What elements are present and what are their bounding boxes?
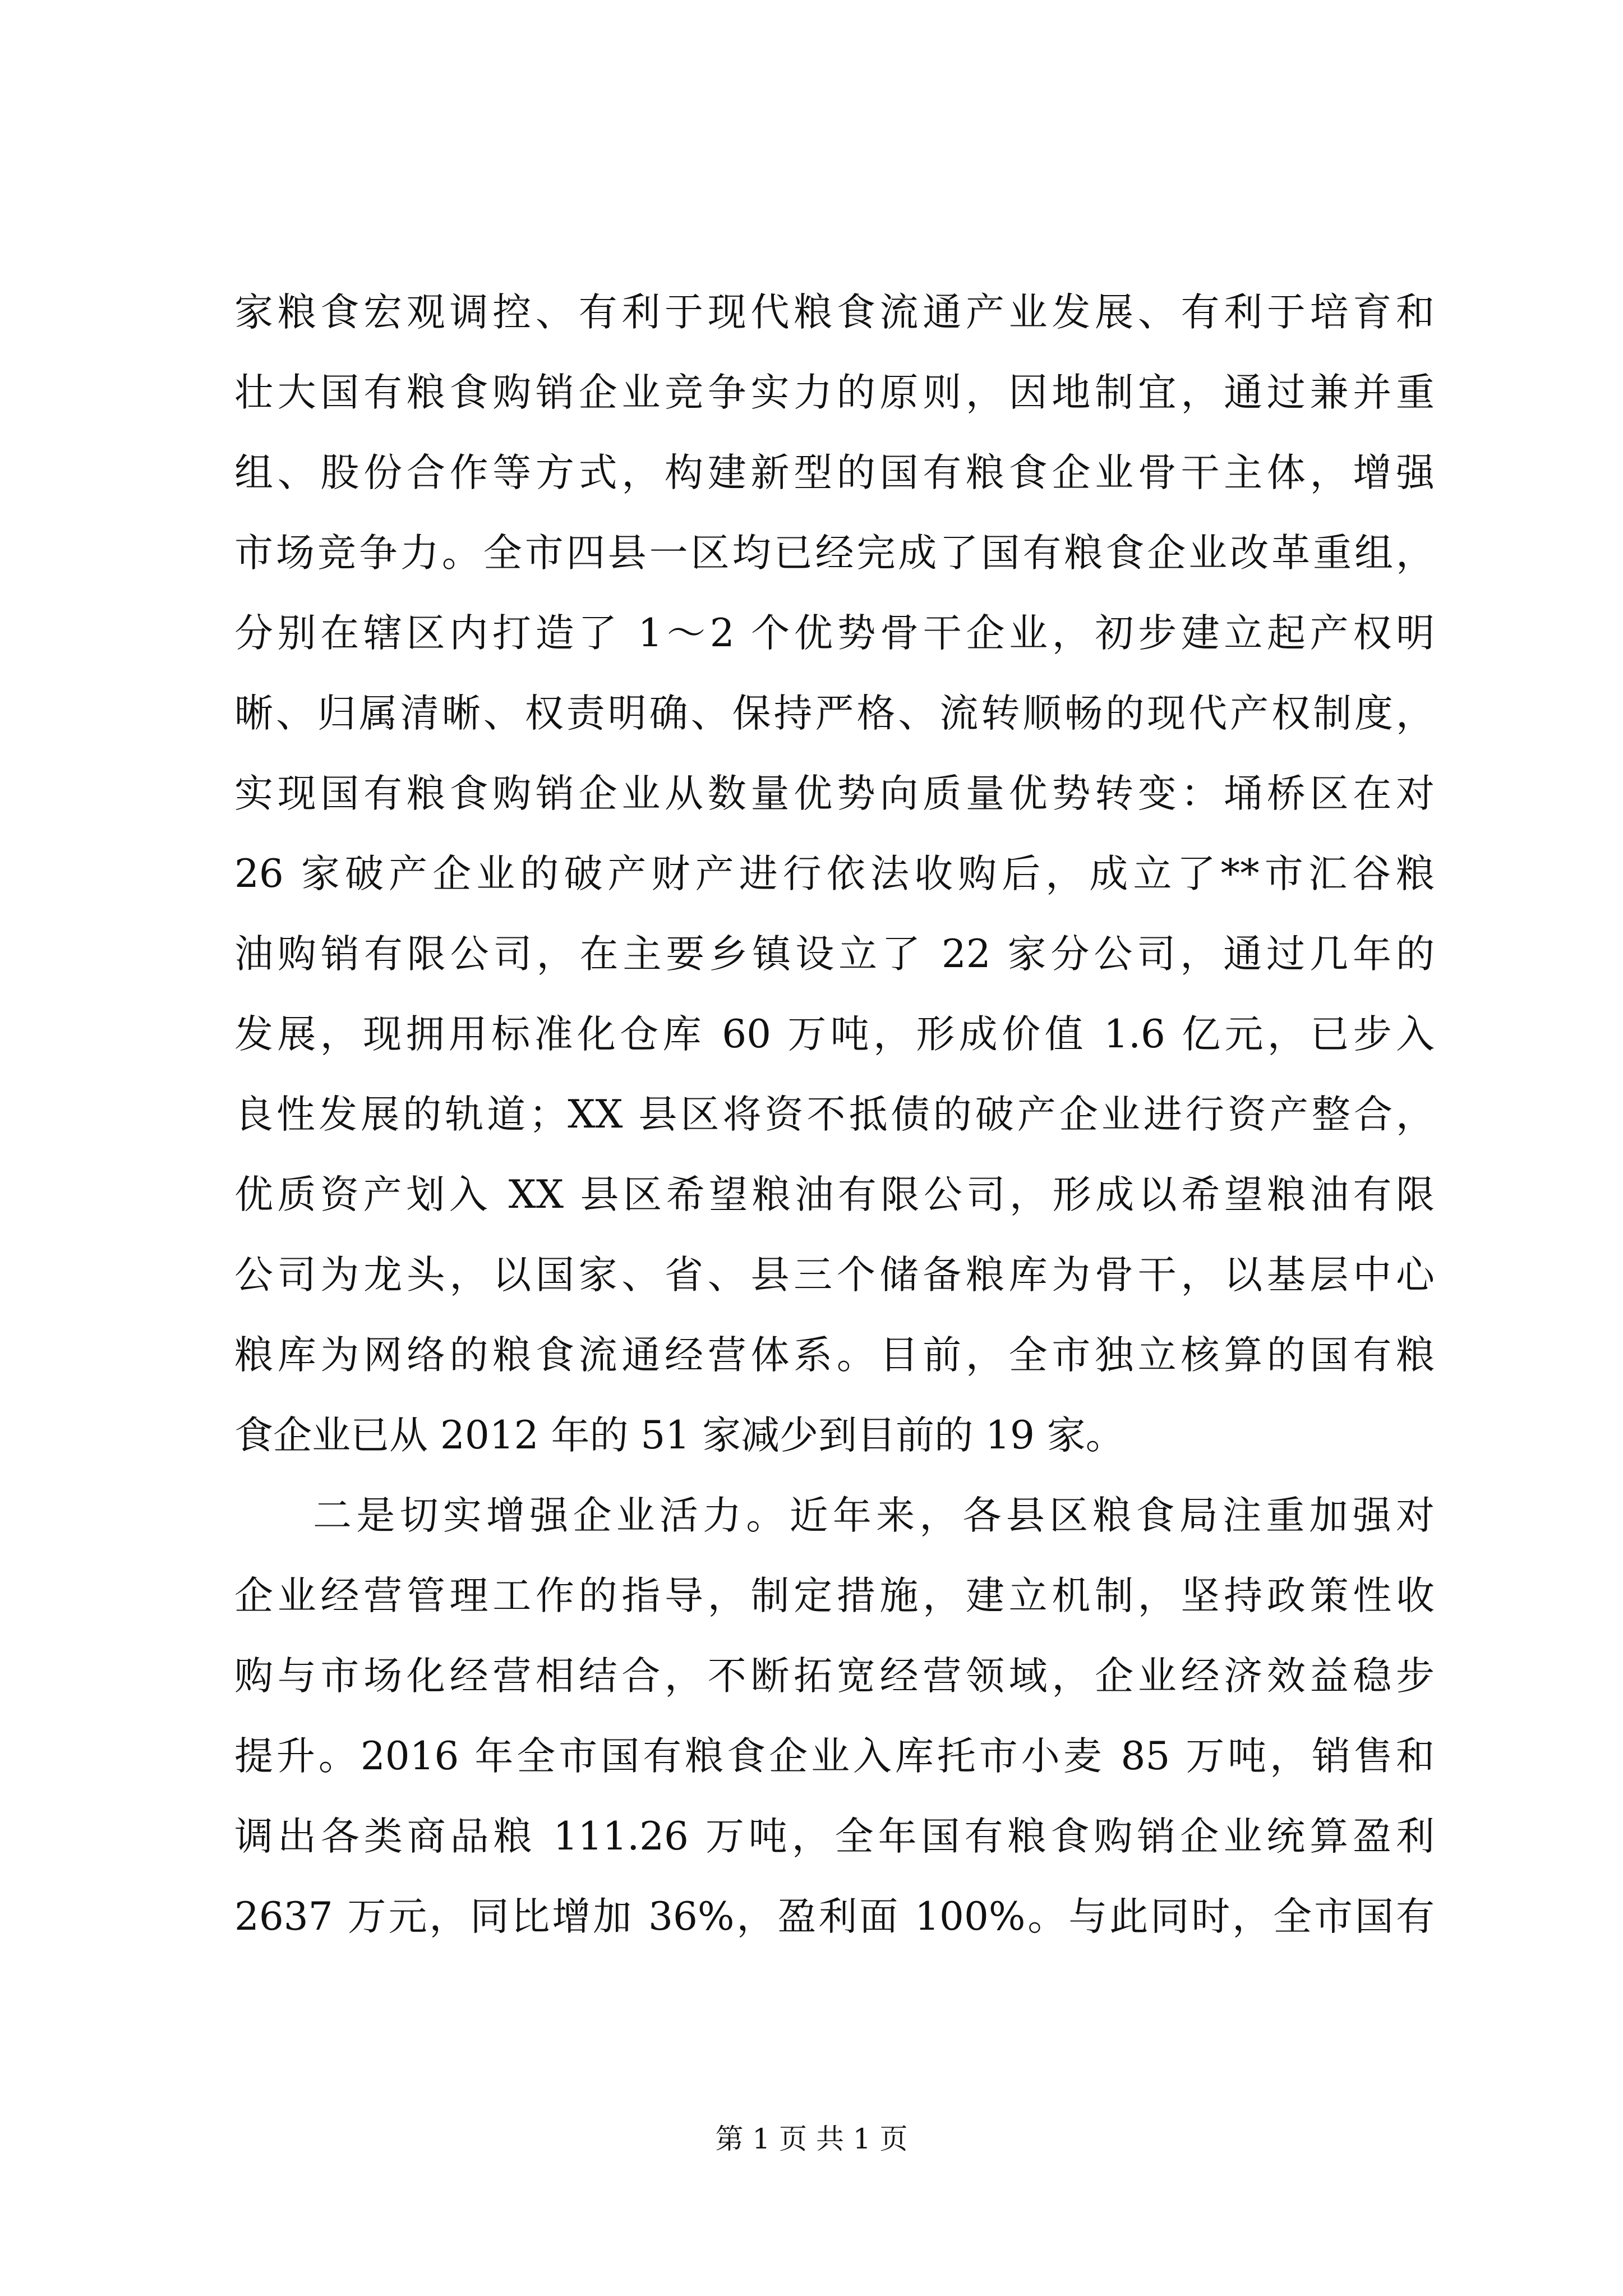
text-line: 良性发展的轨道；XX 县区将资不抵债的破产企业进行资产整合， [234,1092,1435,1137]
text-line: 发展，现拥用标准化仓库 60 万吨，形成价值 1.6 亿元，已步入 [234,1012,1435,1057]
text-line: 企业经营管理工作的指导，制定措施，建立机制，坚持政策性收 [234,1573,1435,1618]
text-line: 市场竞争力。全市四县一区均已经完成了国有粮食企业改革重组， [234,531,1435,576]
text-line: 购与市场化经营相结合，不断拓宽经营领域，企业经济效益稳步 [234,1654,1435,1699]
paragraph-end-line: 食企业已从 2012 年的 51 家减少到目前的 19 家。 [234,1413,1124,1458]
text-line: 优质资产划入 XX 县区希望粮油有限公司，形成以希望粮油有限 [234,1172,1435,1217]
text-line: 调出各类商品粮 111.26 万吨，全年国有粮食购销企业统算盈利 [234,1814,1435,1859]
text-line: 提升。2016 年全市国有粮食企业入库托市小麦 85 万吨，销售和 [234,1734,1435,1779]
text-line: 分别在辖区内打造了 1～2 个优势骨干企业，初步建立起产权明 [234,611,1435,656]
text-line: 26 家破产企业的破产财产进行依法收购后，成立了**市汇谷粮 [234,852,1435,896]
text-line: 晰、归属清晰、权责明确、保持严格、流转顺畅的现代产权制度， [234,691,1435,736]
text-line: 粮库为网络的粮食流通经营体系。目前，全市独立核算的国有粮 [234,1333,1435,1378]
text-line: 油购销有限公司，在主要乡镇设立了 22 家分公司，通过几年的 [234,932,1435,977]
page-number-footer: 第 1 页 共 1 页 [715,2123,908,2155]
text-line: 壮大国有粮食购销企业竞争实力的原则，因地制宜，通过兼并重 [234,370,1435,415]
paragraph-start-line: 二是切实增强企业活力。近年来，各县区粮食局注重加强对 [313,1493,1435,1538]
text-line: 2637 万元，同比增加 36%，盈利面 100%。与此同时，全市国有 [234,1894,1435,1939]
text-line: 组、股份合作等方式，构建新型的国有粮食企业骨干主体，增强 [234,450,1435,495]
text-line: 实现国有粮食购销企业从数量优势向质量优势转变：埇桥区在对 [234,771,1435,816]
body-text [234,273,1435,1957]
text-line: 公司为龙头，以国家、省、县三个储备粮库为骨干，以基层中心 [234,1253,1435,1297]
text-line: 家粮食宏观调控、有利于现代粮食流通产业发展、有利于培育和 [234,290,1435,335]
